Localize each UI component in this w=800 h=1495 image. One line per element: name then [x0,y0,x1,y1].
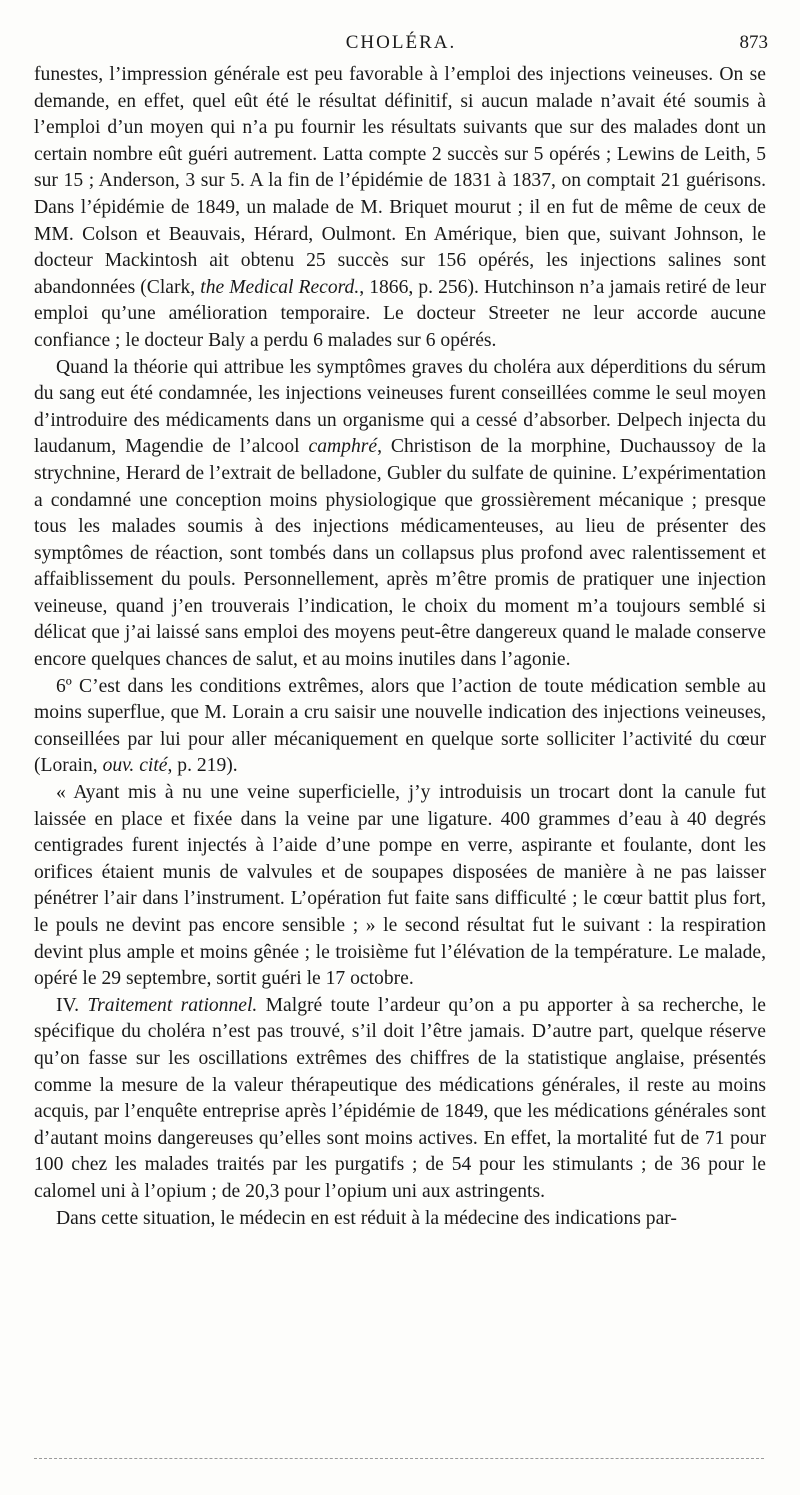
paragraph [34,993,766,1206]
text-segment: Quand la théorie qui attribue les symptômes graves du choléra aux déperditions du sérum du sang eut été condamnée, les injections veineuses furent conseillées comme le seul moyen d’introduire des médicaments dans un organisme qui a cessé d’absorber. Delpech injecta du laudanum, Magendie de l’alcool [34,356,766,458]
text-segment: 6º C’est dans les conditions extrêmes, alors que l’action de toute médication semble au moins superflue, que M. Lorain a cru saisir une nouvelle indication des injections veineuses, conseillées par lui pour aller mécaniquement en quelque sorte solliciter l’activité du cœur (Lorain, [34,675,766,777]
italic-text: the Medical Record. [200,276,360,298]
italic-text: Traitement rationnel. [87,994,258,1016]
paragraph [34,1206,766,1233]
paragraph [34,674,766,780]
footer-rule [34,1458,764,1459]
italic-text: camphré [308,436,378,458]
body-text [34,62,766,1232]
paragraph [34,355,766,674]
text-segment: , Christison de la morphine, Duchaussoy de la strychnine, Herard de l’extrait de belladone, Gubler du sulfate de quinine. L’expérimentation a condamné une conception moins physiologique que grossièrement mécanique ; presque tous les malades soumis à des injections médicamenteuses, au lieu de présenter des symptômes de réaction, sont tombés dans un collapsus plus profond avec ralentissement et affaiblissement du pouls. Personnellement, après m’être promis de pratiquer une injection veineuse, quand j’en trouverais l’indication, le choix du moment m’a toujours semblé si délicat que j’ai laissé sans emploi des moyens peut-être dangereux quand le malade conserve encore quelques chances de salut, et au moins inutiles dans l’agonie. [34,436,766,671]
italic-text: ouv. cité [102,755,168,777]
text-segment: , 1866, p. 256). Hutchinson n’a jamais retiré de leur emploi qu’une amélioration temporaire. Le docteur Streeter ne leur accorde aucune confiance ; le docteur Baly a perdu 6 malades sur 6 opérés. [34,276,766,351]
running-head: CHOLÉRA. [345,32,457,53]
page-header [34,22,768,62]
text-segment: Dans cette situation, le médecin en est réduit à la médecine des indications par- [56,1207,677,1229]
text-segment: Malgré toute l’ardeur qu’on a pu apporter à sa recherche, le spécifique du choléra n’est pas trouvé, s’il doit l’être jamais. D’autre part, quelque réserve qu’on fasse sur les oscillations extrêmes des chiffres de la statistique anglaise, présentés comme la mesure de la valeur thérapeutique des médications générales, il reste au moins acquis, par l’enquête entreprise après l’épidémie de 1849, que les médications générales sont d’autant moins dangereuses qu’elles sont moins actives. En effet, la mortalité fut de 71 pour 100 chez les malades traités par les purgatifs ; de 54 pour les stimulants ; de 36 pour le calomel uni à l’opium ; de 20,3 pour l’opium uni aux astringents. [34,994,766,1202]
page-number: 873 [739,32,768,53]
paragraph [34,780,766,993]
paragraph [34,62,766,355]
text-segment: « Ayant mis à nu une veine superficielle, j’y introduisis un trocart dont la canule fut laissée en place et fixée dans la veine par une ligature. 400 grammes d’eau à 40 degrés centigrades furent injectés à l’aide d’une pompe en verre, aspirante et foulante, dont les orifices étaient munis de valvules et de soupapes disposées de manière à ne pas laisser pénétrer l’air dans l’instrument. L’opération fut faite sans difficulté ; le cœur battit plus fort, le pouls ne devint pas encore sensible ; » le second résultat fut le suivant : la respiration devint plus ample et moins gênée ; le troisième fut l’élévation de la température. Le malade, opéré le 29 septembre, sortit guéri le 17 octobre. [34,782,766,990]
text-segment: , p. 219). [167,755,238,777]
text-segment: IV. [56,994,88,1016]
text-segment: funestes, l’impression générale est peu favorable à l’emploi des injections veineuses. On se demande, en effet, quel eût été le résultat définitif, si aucun malade n’avait été soumis à l’emploi d’un moyen qui n’a pu fournir les résultats suivants que sur des malades dont un certain nombre eût guéri autrement. Latta compte 2 succès sur 5 opérés ; Lewins de Leith, 5 sur 15 ; Anderson, 3 sur 5. A la fin de l’épidémie de 1831 à 1837, on comptait 21 guérisons. Dans l’épidémie de 1849, un malade de M. Briquet mourut ; il en fut de même de ceux de MM. Colson et Beauvais, Hérard, Oulmont. En Amérique, bien que, suivant Johnson, le docteur Mackintosh ait obtenu 25 succès sur 156 opérés, les injections salines sont abandonnées (Clark, [34,64,766,298]
